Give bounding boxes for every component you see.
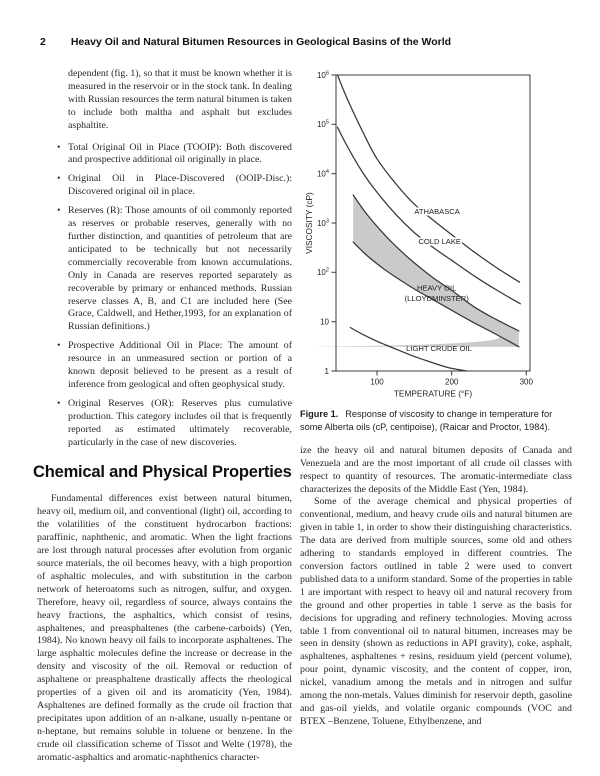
x-axis-title: TEMPERATURE (°F) [393, 388, 473, 399]
series-label: COLD LAKE [418, 237, 462, 247]
series-label: ATHABASCA [414, 207, 460, 217]
series-label: (LLOYDMINSTER) [404, 294, 469, 304]
heavy-oil-band [301, 195, 519, 347]
y-tick-label: 10 [320, 317, 329, 327]
viscosity-temperature-chart [300, 58, 572, 408]
series-label: HEAVY OIL [416, 283, 457, 293]
x-tick-label: 100 [370, 377, 384, 387]
running-title: Heavy Oil and Natural Bitumen Resources in Geological Basins of the World [70, 36, 452, 48]
y-tick-label: $10^2$ [316, 267, 329, 278]
definition-item-original-reserves: • Original Reserves (OR): Reserves plus cumulative production. This category includes oil that is frequently reported as estimated ultimately recoverable, particularly in the case of new discoveries. [68, 398, 292, 450]
definition-item-reserves: • Reserves (R): Those amounts of oil commonly reported as reserves or probable reserves, generally with no further distinction, and quantities of petroleum that are anticipated to be technically but not necessarily commercially recoverable from known accumulations. Only in Canada are reserves reported separately as recoverable by primary or enhanced methods. Russian reserve classes A, B, and C1 are included here (See Grace, Caldwell, and Hether,1993, for an explanation of Russian definitions.) [68, 205, 292, 334]
y-tick-label: $10^6$ [316, 70, 329, 80]
page-header [40, 36, 570, 48]
y-tick-label: $10^5$ [316, 119, 329, 130]
definition-item-prospective-additional: • Prospective Additional Oil in Place: The amount of resource in an unmeasured section or portion of a known deposit believed to be present as a result of inference from geological and often geophysical study. [68, 340, 292, 392]
x-tick-label: 300 [519, 377, 533, 387]
section-heading: Chemical and Physical Properties [33, 463, 292, 482]
y-tick-label: 1 [324, 366, 329, 376]
y-axis-title: VISCOSITY (cP) [304, 192, 314, 254]
figure-caption-label: Figure 1. [300, 409, 339, 419]
right-column [300, 58, 572, 729]
intro-paragraph: dependent (fig. 1), so that it must be known whether it is measured in the reservoir or in the stock tank. In dealing with Russian resources the term natural bitumen is taken to include both maltha and asphalt but excludes asphaltite. [68, 68, 292, 131]
body-paragraph-properties: Some of the average chemical and physical properties of conventional, medium, and heavy crude oils and natural bitumen are given in table 1, in order to show their distinguishing characteristics. The data are derived from multiple sources, some old and others adhering to standards employed in different countries. The conversion factors outlined in table 2 were used to convert published data to a uniform standard. Some of the properties in table 1 are important with respect to heavy oil and natural recovery from the ground and other properties in table 1 serve as the basis for decisions for upgrading and refinery technologies. Moving across table 1 from conventional oil to natural bitumen, increases may be seen in density (shown as reductions in API gravity), coke, asphalt, asphaltenes, asphaltenes + resins, residuum yield (percent volume), pour point, dynamic viscosity, and the content of copper, iron, nickel, vanadium among the metals and in nitrogen and sulfur among the non-metals. Values diminish for reservoir depth, gasoline and gas-oil yields, and volatile organic compounds (VOC and BTEX –Benzene, Toluene, Ethylbenzene, and [300, 496, 572, 727]
figure-caption [300, 408, 572, 435]
figure-1 [300, 58, 572, 435]
x-tick-label: 200 [445, 377, 459, 387]
y-tick-label: $10^4$ [316, 169, 329, 179]
definition-item-ooip-disc: • Original Oil in Place-Discovered (OOIP-Disc.): Discovered original oil in place. [68, 173, 292, 199]
left-column [33, 68, 292, 765]
figure-caption-text: Response of viscosity to change in temperature for some Alberta oils (cP, centipoise), (Raicar and Proctor, 1984). [300, 409, 553, 433]
definition-item-tooip: • Total Original Oil in Place (TOOIP): Both discovered and prospective additional oil originally in place. [68, 142, 292, 168]
body-paragraph-continuation: ize the heavy oil and natural bitumen deposits of Canada and Venezuela and are the most important of all crude oil classes with respect to quantity of resources. The aromatic-intermediate class characterizes the deposits of the Middle East (Yen, 1984). [300, 444, 572, 495]
series-label: LIGHT CRUDE OIL [406, 344, 472, 354]
page-number: 2 [40, 36, 46, 48]
body-paragraph-chem-phys: Fundamental differences exist between natural bitumen, heavy oil, medium oil, and conventional (light) oil, according to the volatilities of the constituent hydrocarbon fractions: paraffinic, naphthenic, and aromatic. When the light fractions are lost through natural processes after evolution from organic source materials, the oil becomes heavy, with a high proportion of asphaltic molecules, and with substitution in the carbon network of heteroatoms such as nitrogen, sulfur, and oxygen. Therefore, heavy oil, regardless of source, always contains the heavy fractions, the asphaltics, which consist of resins, asphaltenes, and preasphaltenes (the carbene-carboids) (Yen, 1984). No known heavy oil fails to incorporate asphaltenes. The large asphaltic molecules define the increase or decrease in the density and viscosity of the oil. Removal or reduction of asphaltene or preasphaltene drastically affects the rheological properties of a given oil and its aromaticity (Yen, 1984). Asphaltenes are defined formally as the crude oil fraction that precipitates upon addition of an n-alkane, usually n-pentane or n-heptane, but remains soluble in toluene or benzene. In the crude oil classification scheme of Tissot and Welte (1978), the aromatic-asphaltics and aromatic-naphthenics character- [37, 493, 292, 763]
viscosity-temperature-chart-svg [300, 58, 572, 408]
y-tick-label: $10^3$ [316, 218, 329, 228]
definition-list [37, 142, 292, 450]
